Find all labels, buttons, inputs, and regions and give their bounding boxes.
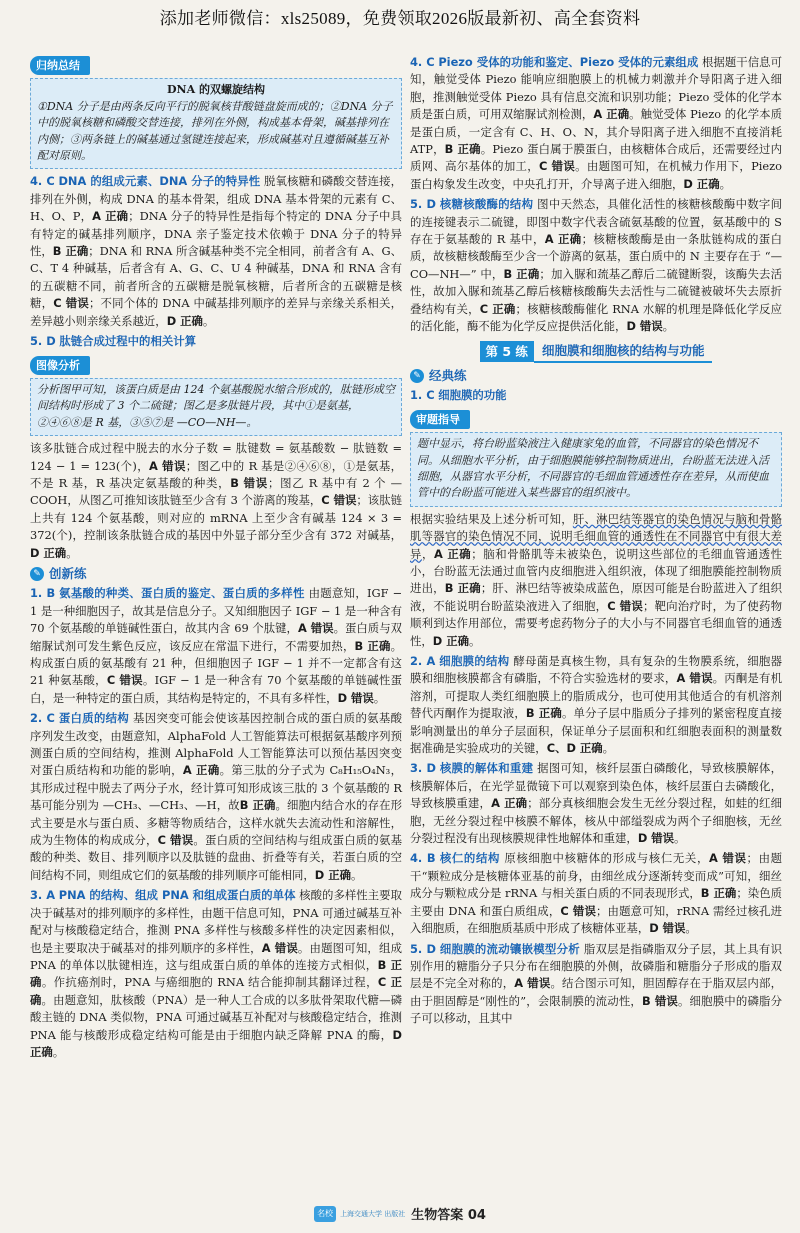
answer-text: ；靶向治疗时，为了使药物顺利到达作用部位，需要考虑药物分子的大小与不同器官毛细血管的通透性，: [410, 598, 782, 648]
image-analysis-box: 分析图甲可知，该蛋白质是由 124 个氨基酸脱水缩合形成的，肽链形成空间结构时形成了 3 个二硫键；图乙是多肽链片段，其中①是氨基，②④⑥⑧是 R 基，③⑤⑦是 —CO—NH—。: [30, 378, 402, 436]
summary-box: [30, 78, 402, 169]
answer-number: 1. C: [410, 388, 435, 403]
judgement: A 错误: [149, 458, 186, 473]
answer-text: ；脑和骨骼肌等未被染色，说明这些部位的毛细血管通透性小，台盼蓝无法通过血管内皮细胞进入组织液，体现了细胞膜能控制物质进出，: [410, 546, 782, 596]
judgement: B 正确: [700, 886, 737, 901]
judgement: A 错误: [261, 940, 298, 955]
answer-r5: 5. D 核糖核酸酶的结构 图中天然态，具催化活性的核糖核酸酶中数字间的连接键表示二硫键，即图中数字代表含硫氨基酸的位置，氨基酸中的 S 存在于氨基酸的 R 基中，A 正确；核糖核酸酶是由一条肽链构成的蛋白质，故核糖核酸酶至少含一个游离的氨基，蛋白质中的 N 主要存在于 “—CO—NH—” 中，B 正确；加入脲和巯基乙醇后二硫键断裂，该酶失去活性，故加入脲和巯基乙醇后核糖核酸酶失去活性与二硫键被破坏失去原折叠结构有关，C 正确；核糖核酸酶催化 RNA 水解的机理是降低化学反应的活化能，酶不能为化学反应提供活化能，D 错误。: [410, 197, 782, 334]
answer-r4: 4. C Piezo 受体的功能和鉴定、Piezo 受体的元素组成 根据题干信息可知，触觉受体 Piezo 能响应细胞膜上的机械力刺激并介导阳离子进入细胞，推测触觉受体 Piezo 具有信息交流和识别功能；Piezo 受体的化学本质是蛋白质，可用双缩脲试剂检测，A 正确。触觉受体 Piezo 的化学本质是蛋白质，一定含有 C、H、O、N，其介导阳离子进入细胞不直接消耗 ATP，B 正确。Piezo 蛋白属于膜蛋白，由核糖体合成后，还需要经过内质网、高尔基体的加工，C 错误。由题图可知，在机械力作用下，Piezo 蛋白构象发生改变，中央孔打开，介导离子进入细胞，D 正确。: [410, 55, 783, 191]
judgement: A 正确: [544, 232, 582, 247]
answer-text: 。结合图示可知，胆固醇存在于脂双层内部，由于胆固醇是“刚性的”，会限制膜的流动性，: [410, 976, 782, 1008]
answer-text: ；图乙 R 基中有 2 个 —COOH，从图乙可推知该肽链至少含有 3 个游离的羧基，: [30, 475, 402, 508]
judgement: A 正确: [593, 107, 630, 122]
judgement: C、D 正确: [546, 741, 603, 756]
judgement: C 正确: [479, 301, 516, 316]
pencil-icon: ✎: [30, 567, 44, 581]
answer-text: 原核细胞中核糖体的形成与核仁无关，: [504, 851, 710, 866]
answer-text: 根据实验结果及上述分析可知，: [410, 511, 573, 526]
answer-text: 由题意知，IGF − 1 是一种细胞因子，故其是信息分子。又知细胞因子 IGF − 1 是一种含有 70 个氨基酸的单链碱性蛋白，故其内含 69 个肽键，: [30, 586, 402, 636]
judgement: D 错误: [637, 831, 675, 846]
answer-number: 2. C: [30, 711, 55, 726]
publisher-name: 上海交通大学 出版社: [340, 1209, 406, 1218]
lesson-number: 第 5 练: [480, 341, 534, 362]
summary-title: DNA 的双螺旋结构: [167, 83, 265, 97]
image-analysis-tag: 图像分析: [30, 356, 90, 375]
judgement: A 正确: [182, 763, 220, 778]
answer-text: ；核糖核酸酶催化 RNA 水解的机理是降低化学反应的活化能，酶不能为化学反应提供活化能，: [410, 301, 782, 334]
judgement: C 错误: [607, 598, 643, 613]
answer-text: ；该肽链上共有 124 个氨基酸，则对应的 mRNA 上至少含有碱基 124 × 3 = 372(个)，控制该条肽链合成的基因中外显子部分至少含有 372 对碱基，: [30, 493, 402, 543]
answer-number: 5. D: [410, 941, 436, 956]
answer-text: ；不同个体的 DNA 中碱基排列顺序的差异与亲缘关系相关，差异越小则亲缘关系越近，: [30, 296, 402, 328]
judgement: B 正确: [354, 638, 391, 653]
answer-text: ；由题意可知，rRNA 需经过核孔进入细胞质，在细胞质基质中形成了核糖体亚基，: [410, 903, 782, 936]
answer-text: 据图可知，核纤层蛋白磷酸化，导致核膜解体，核膜解体后，在光学显微镜下可以观察到染色体，核纤层蛋白去磷酸化，导致核膜重建，: [410, 761, 782, 811]
judgement: D 正确: [30, 545, 67, 560]
judgement: D 正确: [30, 1027, 402, 1059]
answer-text: 。Piezo 蛋白属于膜蛋白，由核糖体合成后，还需要经过内质网、高尔基体的加工，: [410, 142, 782, 174]
judgement: B 错误: [641, 993, 678, 1008]
judgement: D 错误: [337, 690, 374, 705]
answer-text: 图中天然态，具催化活性的核糖核酸酶中数字间的连接键表示二硫键，即图中数字代表含硫氨基酸的位置，氨基酸中的 S 存在于氨基酸的 R 基中，: [410, 197, 782, 247]
review-guide-tag: 审题指导: [410, 410, 470, 429]
answer-number: 5. D: [30, 334, 56, 349]
judgement: C 错误: [560, 903, 596, 918]
answer-topic: 核糖核酸酶的结构: [439, 197, 534, 212]
classic-title: 经典练: [429, 367, 467, 383]
answer-text: 。触觉受体 Piezo 的化学本质是蛋白质，一定含有 C、H、O、N，其介导阳离子进入细胞不直接消耗 ATP，: [410, 107, 783, 157]
classic-answer-1-head: [410, 387, 782, 404]
summary-body: ①DNA 分子是由两条反向平行的脱氧核苷酸链盘旋而成的；②DNA 分子中的脱氧核糖和磷酸交替连接，排列在外侧，构成基本骨架，碱基排列在内侧；③两条链上的碱基通过氢键连接起来，形成碱基对且遵循碱基互补配对原则。: [37, 99, 393, 163]
answer-text: 。细胞内结合水的存在形式主要是水与蛋白质、多糖等物质结合，这样水就失去流动性和溶解性，成为生物体的构成成分，: [30, 798, 402, 848]
answer-topic: Piezo 受体的功能和鉴定、Piezo 受体的元素组成: [438, 55, 699, 69]
judgement: B 正确: [52, 244, 89, 259]
answer-number: 1. B: [30, 586, 56, 601]
answer-text: 核酸的多样性主要取决于碱基对的排列顺序的多样性，由题干信息可知，PNA 可通过碱基互补配对与核酸稳定结合，推测 PNA 多样性与核酸多样性的决定因素相似，也是主要取决于碱基对的排列顺序的多样性，: [30, 888, 402, 955]
answer-number: 4. C: [30, 174, 55, 189]
answer-text: 脱氧核糖和磷酸交替连接，排列在外侧，构成 DNA 的基本骨架，组成 DNA 基本骨架的元素有 C、H、O、P，: [30, 174, 403, 224]
answer-text: ；肝、淋巴结等被染成蓝色，原因可能是台盼蓝进入了组织液，不能说明台盼蓝染液进入了细胞，: [410, 581, 782, 613]
answer-topic: PNA 的结构、组成 PNA 和组成蛋白质的单体: [58, 888, 296, 903]
innovation-section-header: [30, 565, 402, 582]
answer-text: 。由题意知，肽核酸（PNA）是一种人工合成的以多肽骨架取代糖—磷酸主链的 DNA 类似物，PNA 可通过碱基互补配对与核酸稳定结合，推测 PNA 能与核酸形成稳定结构可能是由于细胞内缺乏降解 PNA 的酶，: [30, 992, 402, 1042]
answer-text: 酵母菌是真核生物，具有复杂的生物膜系统，细胞器膜和细胞核膜都含有磷脂，不符合实验选材的要求，: [410, 654, 782, 686]
judgement: A 正确: [433, 546, 472, 561]
classic-answer-3: 3. D 核膜的解体和重建 据图可知，核纤层蛋白磷酸化，导致核膜解体，核膜解体后，在光学显微镜下可以观察到染色体，核纤层蛋白去磷酸化，导致核膜重建，A 正确；部分真核细胞会发生无丝分裂过程，如蛙的红细胞，无丝分裂过程中核膜不解体，核从中部缢裂成为两个子细胞核，无丝分裂过程没有出现核膜规律性地解体和重建，D 错误。: [410, 761, 782, 846]
judgement: A 错误: [514, 976, 551, 991]
classic-answer-2: 2. A 细胞膜的结构 酵母菌是真核生物，具有复杂的生物膜系统，细胞器膜和细胞核膜都含有磷脂，不符合实验选材的要求，A 错误。丙酮是有机溶剂，可提取人类红细胞膜上的脂质成分，也可使用其他适合的有机溶剂替代丙酮作为提取液，B 正确。单分子层中脂质分子排列的紧密程度直接影响测量出的单分子层面积，保证单分子层面积和红细胞表面积的测量数据准确是实验成功的关键，C、D 正确。: [410, 654, 782, 756]
answer-text: 。由题图可知，组成 PNA 的单体以肽键相连，这与组成蛋白质的单体的连接方式相似，: [30, 940, 402, 972]
judgement: A 错误: [676, 671, 713, 686]
judgement: B 正确: [444, 581, 481, 596]
judgement: A 正确: [491, 796, 528, 811]
innovation-title: 创新练: [49, 565, 87, 581]
answer-topic: DNA 的组成元素、DNA 分子的特异性: [58, 174, 261, 189]
summary-tag: 归纳总结: [30, 56, 90, 75]
answer-text: 。第三肽的分子式为 C₈H₁₅O₄N₃，其形成过程中脱去了两分子水，经计算可知形成该三肽的 3 个氨基酸的 R 基可能分别为 —CH₃、—CH₃、—H，故: [30, 763, 402, 813]
judgement: C 错误: [157, 833, 194, 848]
classic-answer-1: 根据实验结果及上述分析可知，肝、淋巴结等器官的染色情况与脑和骨骼肌等器官的染色情况不同，说明毛细血管的通透性在不同器官中有很大差异，A 正确；脑和骨骼肌等未被染色，说明这些部位的毛细血管通透性小，台盼蓝无法通过血管内皮细胞进入组织液，体现了细胞膜能控制物质进出，B 正确；肝、淋巴结等被染成蓝色，原因可能是台盼蓝进入了组织液，不能说明台盼蓝染液进入了细胞，C 错误；靶向治疗时，为了使药物顺利到达作用部位，需要考虑药物分子的大小与不同器官毛细血管的通透性，D 正确。: [410, 511, 782, 648]
right-column: [410, 54, 782, 1031]
judgement: B 正确: [30, 957, 402, 990]
answer-text: ；染色质主要由 DNA 和蛋白质组成，: [410, 886, 782, 918]
publisher-logo-icon: 名校: [314, 1206, 336, 1222]
judgement: A 错误: [709, 851, 747, 866]
judgement: B 正确: [503, 266, 540, 281]
page-number: 生物答案 04: [411, 1208, 486, 1223]
answer-text: 。作抗癌剂时，PNA 与癌细胞的 RNA 结合能抑制其翻译过程，: [41, 975, 378, 990]
innov-answer-2: 2. C 蛋白质的结构 基因突变可能会使该基因控制合成的蛋白质的氨基酸序列发生改变，由题意知，AlphaFold 人工智能算法可根据氨基酸序列预测蛋白质的空间结构，推测 AlphaFold 人工智能算法可以预估基因突变对蛋白质结构和功能的影响，A 正确。第三肽的分子式为 C₈H₁₅O₄N₃，其形成过程中脱去了两分子水，经计算可知形成该三肽的 3 个氨基酸的 R 基可能分别为 —CH₃、—CH₃、—H，故B 正确。细胞内结合水的存在形式主要是水与蛋白质、多糖等物质结合，这样水就失去流动性和溶解性，成为生物体的构成成分，C 错误。蛋白质的空间结构与组成蛋白质的氨基酸的种类、数目、排列顺序以及肽链的盘曲、折叠等有关，若蛋白质的空间结构不同，则组成它们的氨基酸的排列顺序可能相同，D 正确。: [30, 711, 402, 882]
judgement: B 正确: [444, 142, 481, 157]
answer-topic: 细胞膜的结构: [439, 654, 510, 668]
judgement: B 正确: [239, 798, 276, 813]
judgement: D 错误: [626, 319, 663, 334]
answer-5-head: [30, 333, 402, 350]
judgement: D 正确: [166, 313, 203, 328]
left-column: [30, 54, 402, 1064]
answer-text: ；核糖核酸酶是由一条肽链构成的蛋白质，故核糖核酸酶至少含一个游离的氨基，蛋白质中的 N 主要存在于 “—CO—NH—” 中，: [410, 232, 782, 281]
answer-text: ；加入脲和巯基乙醇后二硫键断裂，该酶失去活性，故加入脲和巯基乙醇后核糖核酸酶失去活性与二硫键被破坏失去原折叠结构有关，: [410, 266, 782, 316]
classic-answer-4: 4. B 核仁的结构 原核细胞中核糖体的形成与核仁无关，A 错误；由题干“颗粒成分是核糖体亚基的前身，由细丝成分逐渐转变而成”可知，细丝成分与颗粒成分是 rRNA 与相关蛋白质的不同表现形式，B 正确；染色质主要由 DNA 和蛋白质组成，C 错误；由题意可知，rRNA 需经过核孔进入细胞质，在细胞质基质中形成了核糖体亚基，D 错误。: [410, 851, 783, 936]
judgement: C 正确: [30, 975, 402, 1007]
innov-answer-3: 3. A PNA 的结构、组成 PNA 和组成蛋白质的单体 核酸的多样性主要取决于碱基对的排列顺序的多样性，由题干信息可知，PNA 可通过碱基互补配对与核酸稳定结合，推测 PNA 多样性与核酸多样性的决定因素相似，也是主要取决于碱基对的排列顺序的多样性，A 错误。由题图可知，组成 PNA 的单体以肽键相连，这与组成蛋白质的单体的连接方式相似，B 正确。作抗癌剂时，PNA 与癌细胞的 RNA 结合能抑制其翻译过程，C 正确。由题意知，肽核酸（PNA）是一种人工合成的以多肽骨架取代糖—磷酸主链的 DNA 类似物，PNA 可通过碱基互补配对与核酸稳定结合，推测 PNA 能与核酸形成稳定结构可能是由于细胞内缺乏降解 PNA 的酶，D 正确。: [30, 888, 402, 1059]
judgement: C 错误: [321, 493, 357, 508]
judgement: D 正确: [314, 867, 351, 882]
answer-text: ；图乙中的 R 基是②④⑥⑧，①是氨基，不是 R 基，R 基决定氨基酸的种类，: [30, 458, 402, 490]
answer-topic: 细胞膜的功能: [438, 388, 507, 403]
answer-4: 4. C DNA 的组成元素、DNA 分子的特异性 脱氧核糖和磷酸交替连接，排列在外侧，构成 DNA 的基本骨架，组成 DNA 基本骨架的元素有 C、H、O、P，A 正确；DNA 分子的特异性是指每个特定的 DNA 分子中具有特定的碱基排列顺序，DNA 亲子鉴定技术依赖于 DNA 分子的特异性，B 正确；DNA 和 RNA 所含碱基种类不完全相同，前者含有 A、G、C、T 4 种碱基，后者含有 A、G、C、U 4 种碱基，DNA 和 RNA 含有的五碳糖不同，前者所含的五碳糖是脱氧核糖，后者所含的五碳糖是核糖，C 错误；不同个体的 DNA 中碱基排列顺序的差异与亲缘关系相关，差异越小则亲缘关系越近，D 正确。: [30, 174, 403, 328]
answer-topic: 蛋白质的结构: [58, 711, 130, 726]
judgement: B 正确: [525, 706, 562, 721]
watermark-banner: 添加老师微信：xls25089，免费领取2026版最新初、高全套资料: [159, 9, 641, 28]
judgement: A 错误: [297, 621, 334, 636]
answer-text: 基因突变可能会使该基因控制合成的蛋白质的氨基酸序列发生改变，由题意知，AlphaFold 人工智能算法可根据氨基酸序列预测蛋白质的空间结构，推测 AlphaFold 人工智能算法可以预估基因突变对蛋白质结构和功能的影响，: [30, 711, 402, 778]
answer-text: 。蛋白质的空间结构与组成蛋白质的氨基酸的种类、数目、排列顺序以及肽链的盘曲、折叠等有关，若蛋白质的空间结构不同，则组成它们的氨基酸的排列顺序可能相同，: [30, 833, 402, 882]
answer-topic: 核膜的解体和重建: [439, 761, 534, 776]
answer-text: 该多肽链合成过程中脱去的水分子数 = 肽键数 = 氨基酸数 − 肽链数 = 124 − 1 = 123(个)，: [30, 441, 402, 473]
answer-text: 。丙酮是有机溶剂，可提取人类红细胞膜上的脂质成分，也可使用其他适合的有机溶剂替代丙酮作为提取液，: [410, 671, 782, 721]
judgement: C 错误: [539, 159, 576, 174]
classic-answer-5: [410, 941, 782, 1028]
answer-text: 。由题图可知，在机械力作用下，Piezo 蛋白构象发生改变，中央孔打开，介导离子进入细胞，: [410, 159, 782, 191]
lesson-title: 细胞膜和细胞核的结构与功能: [534, 340, 713, 363]
answer-topic: 氨基酸的种类、蛋白质的鉴定、蛋白质的多样性: [59, 586, 305, 601]
answer-text: 。单分子层中脂质分子排列的紧密程度直接影响测量出的单分子层面积，保证单分子层面积和红细胞表面积的测量数据准确是实验成功的关键，: [410, 706, 782, 756]
judgement: D 错误: [649, 921, 686, 936]
answer-text: ，: [421, 546, 434, 561]
page-footer: [0, 1204, 800, 1223]
answer-number: 3. D: [410, 761, 436, 776]
judgement: C 错误: [106, 673, 143, 688]
answer-number: 4. C: [410, 55, 435, 69]
answer-text: ；部分真核细胞会发生无丝分裂过程，如蛙的红细胞，无丝分裂过程中核膜不解体，核从中部缢裂成为两个子细胞核，无丝分裂过程没有出现核膜规律性地解体和重建，: [410, 796, 782, 846]
pencil-icon: ✎: [410, 369, 424, 383]
judgement: A 正确: [92, 209, 129, 224]
innov-answer-1: 1. B 氨基酸的种类、蛋白质的鉴定、蛋白质的多样性 由题意知，IGF − 1 是一种细胞因子，故其是信息分子。又知细胞因子 IGF − 1 是一种含有 70 个氨基酸的单链碱性蛋白，故其内含 69 个肽键，A 错误。蛋白质与双缩脲试剂可发生紫色反应，该反应在常温下进行，不需要加热，B 正确。构成蛋白质的氨基酸有 21 种，但细胞因子 IGF − 1 并不一定都含有这 21 种氨基酸，C 错误。IGF − 1 是一种含有 70 个氨基酸的单链碱性蛋白，是一种特定的蛋白质，其结构是特定的，不具有多样性，D 错误。: [30, 586, 402, 705]
answer-text: 。IGF − 1 是一种含有 70 个氨基酸的单链碱性蛋白，是一种特定的蛋白质，其结构是特定的，不具有多样性，: [30, 673, 402, 705]
answer-text: 脂双层是指磷脂双分子层，其上具有识别作用的糖脂分子只分布在细胞膜的外侧，故磷脂和糖脂分子形成的脂双层是不完全对称的，: [410, 941, 782, 991]
answer-text: 。构成蛋白质的氨基酸有 21 种，但细胞因子 IGF − 1 并不一定都含有这 21 种氨基酸，: [30, 638, 402, 688]
answer-topic: 肽链合成过程中的相关计算: [59, 334, 197, 349]
classic-section-header: [410, 367, 782, 384]
answer-number: 5. D: [410, 197, 436, 212]
judgement: C 错误: [53, 296, 89, 311]
answer-text: ；由题干“颗粒成分是核糖体亚基的前身，由细丝成分逐渐转变而成”可知，细丝成分与颗粒成分是 rRNA 与相关蛋白质的不同表现形式，: [410, 851, 783, 901]
review-guide-box: 题中显示，将台盼蓝染液注入健康家兔的血管，不同器官的染色情况不同。从细胞水平分析，由于细胞膜能够控制物质进出，台盼蓝无法进入活细胞，从器官水平分析，不同器官的毛细血管通透性存在差异，从而使血管中的台盼蓝可能进入某些器官的组织液中。: [410, 432, 782, 507]
answer-text: 根据题干信息可知，触觉受体 Piezo 能响应细胞膜上的机械力刺激并介导阳离子进入细胞，推测触觉受体 Piezo 具有信息交流和识别功能；Piezo 受体的化学本质是蛋白质，可用双缩脲试剂检测，: [410, 55, 782, 122]
lesson-banner: [410, 340, 782, 363]
answer-5: 该多肽链合成过程中脱去的水分子数 = 肽键数 = 氨基酸数 − 肽链数 = 124 − 1 = 123(个)，A 错误；图乙中的 R 基是②④⑥⑧，①是氨基，不是 R 基，R 基决定氨基酸的种类，B 错误；图乙 R 基中有 2 个 —COOH，从图乙可推知该肽链至少含有 3 个游离的羧基，C 错误；该肽链上共有 124 个氨基酸，则对应的 mRNA 上至少含有碱基 124 × 3 = 372(个)，控制该条肽链合成的基因中外显子部分至少含有 372 对碱基，D 正确。: [30, 441, 402, 560]
answer-text: 。蛋白质与双缩脲试剂可发生紫色反应，该反应在常温下进行，不需要加热，: [30, 621, 402, 653]
answer-topic: 核仁的结构: [439, 851, 501, 866]
answer-text: ；DNA 和 RNA 所含碱基种类不完全相同，前者含有 A、G、C、T 4 种碱基，后者含有 A、G、C、U 4 种碱基，DNA 和 RNA 含有的五碳糖不同，前者所含的五碳糖是脱氧核糖，后者所含的五碳糖是核糖，: [30, 244, 402, 311]
answer-text: ；DNA 分子的特异性是指每个特定的 DNA 分子中具有特定的碱基排列顺序，DNA 亲子鉴定技术依赖于 DNA 分子的特异性，: [30, 209, 403, 259]
answer-topic: 细胞膜的流动镶嵌模型分析: [439, 941, 580, 956]
answer-number: 2. A: [410, 654, 436, 668]
answer-number: 4. B: [410, 851, 436, 866]
answer-text: 。细胞膜中的磷脂分子可以移动，且其中: [410, 993, 782, 1026]
judgement: D 正确: [683, 176, 720, 191]
judgement: B 错误: [230, 475, 268, 490]
underlined-text: 肝、淋巴结等器官的染色情况与脑和骨骼肌等器官的染色情况不同，说明毛细血管的通透性在不同器官中有很大差异: [410, 511, 782, 561]
answer-number: 3. A: [30, 888, 56, 903]
judgement: D 正确: [432, 633, 469, 648]
